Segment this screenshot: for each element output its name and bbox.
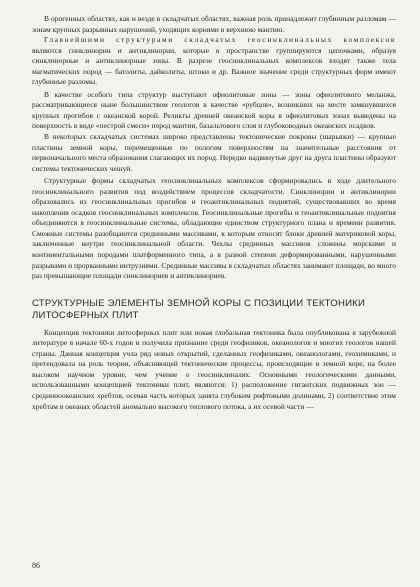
paragraph-text: являются синклинории и антиклинории, которые в пространстве группируются цепочками, образуя синклинорные и антиклинорные зоны. В разрезе геосинклинальных комплексов входят также тела магматических пород — батолиты, дайколиты, штоки и др. Важное значение среди структурных форм имеют глубинные разломы. <box>32 45 396 87</box>
paragraph-orogenic-regions <box>32 14 396 35</box>
paragraph-structural-forms <box>32 176 396 281</box>
paragraph-plate-tectonics <box>32 328 396 412</box>
section-heading: СТРУКТУРНЫЕ ЭЛЕМЕНТЫ ЗЕМНОЙ КОРЫ С ПОЗИЦИИ ТЕКТОНИКИ ЛИТОСФЕРНЫХ ПЛИТ <box>32 297 366 321</box>
paragraph-text: Концепция тектоники литосферных плит или новая глобальная тектоника была опубликована в зарубежной литературе в начале 60-х годов и получила признание среди геофизиков, океанологов и многих геологов нашей страны. Данная концепция учла ряд новых открытий, сделанных геофизиками, океанологами, геохимиками, и претендовала на роль теории, объясняющей тектонические процессы, происходящие в земной коре, на более высоком научном уровне, чем учение о геосинклиналях. Основными геологическими данными, использованными концепцией тектоники плит, являются: 1) расположение гигантских подвижных зон — срединноокеанских хребтов, осевая часть которых занята глубоким рифтовыми долинами, 2) соответствие этим хребтам в океанах областей аномально высокого теплового потока, а их осевой части — <box>32 327 396 411</box>
paragraph-text: Структурные формы складчатых геосинклинальных комплексов сформировались в ходе длительного геосинклинального развития под воздействием процессов складчатости. Синклинории и антиклинории образовались из геосинклинальных прогибов и геоантиклинальных поднятий, существовавших во время накопления осадков геосинклинальных комплексов. Геосинклинальные прогибы и геоантиклинальные поднятия объединяются в геосинклинальные системы, обладающие единством структурного плана и времени развития. Смежные системы разобщаются срединными массивами, к которым относят блоки древней материковой коры, заключенные внутри геосинклинальной области. Чехлы срединных массивов сложены морскими и континентальными породами платформенного типа, а в разной степени деформированными, нарушенными разрывами и прорванными интрузиями. Срединные массивы в складчатых областях занимают площади, во много раз превышающие площади синклинориев и антиклинориев. <box>32 176 396 281</box>
paragraph-tectonic-nappes <box>32 132 396 174</box>
paragraph-lead-spaced: Главнейшими структурами складчатых геосинклинальных комплексов <box>44 35 396 45</box>
paragraph-main-structures <box>32 35 396 88</box>
paragraph-text: В качестве особого типа структур выступают офиолитовые зоны — зоны офиолитового меланжа, рассматривающиеся ныне большинством геологов в качестве «рубцов», возникших на месте замкнувшихся крупных прогибов с океанской корой. Реликты древней океанской коры в офиолитовых зонах выведены на поверхность в виде «пестрой смеси» пород мантии, базальтового слоя и глубоководных океанских осадков. <box>32 89 396 131</box>
paragraph-text: В некоторых складчатых системах широко представлены тектонические покровы (шарьяжи) — крупные пластины земной коры, перемещенные по пологим поверхностям на значительные расстояния от первоначального места образования слагающих их пород. Нередко надвинутые друг на друга пластины образуют системы тектонических чешуй. <box>32 132 396 173</box>
page-number: 86 <box>32 561 40 570</box>
paragraph-text: В орогенных областях, как и везде в складчатых областях, важная роль принадлежит глубинным разломам — зонам крупных разрывных нарушений, уходящих корнями в верхнюю мантию. <box>32 14 396 34</box>
paragraph-ophiolite-zones <box>32 90 396 132</box>
